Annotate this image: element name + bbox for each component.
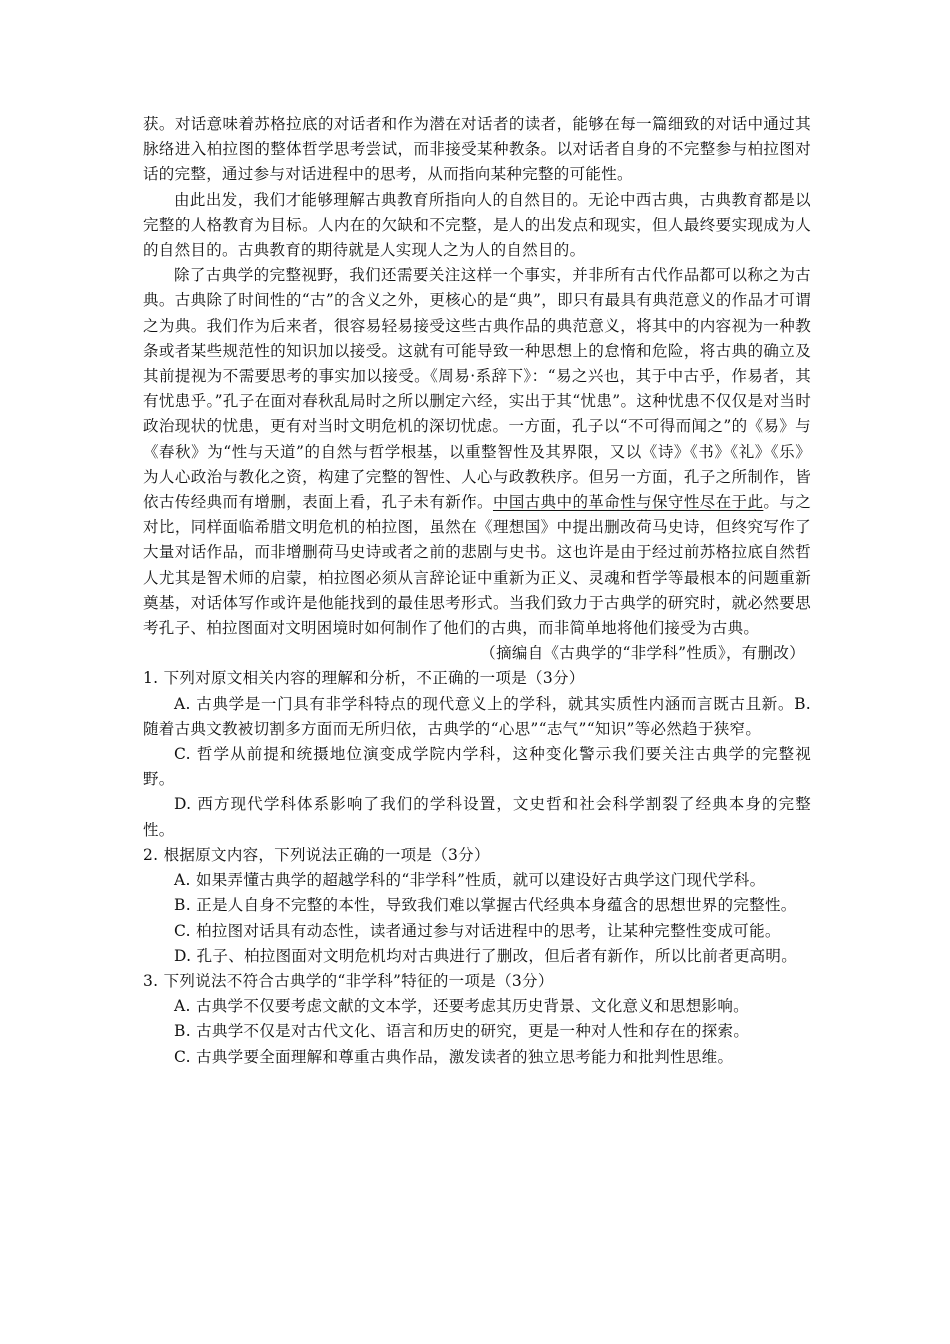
passage-paragraph-2: 由此出发，我们才能够理解古典教育所指向人的自然目的。无论中西古典，古典教育都是以完整的人格教育为目标。人内在的欠缺和不完整，是人的出发点和现实，但人最终要实现成为人的自然目的。古典教育的期待就是人实现人之为人的自然目的。 [143,190,811,260]
underlined-sentence: 中国古典中的革命性与保守性尽在于此 [492,493,764,512]
passage-paragraph-3-text-after: 。与之对比，同样面临希腊文明危机的柏拉图，虽然在《理想国》中提出删改荷马史诗，但终究写作了大量对话作品，而非增删荷马史诗或者之前的悲剧与史书。这也许是由于经过前苏格拉底自然哲人尤其是智术师的启蒙，柏拉图必须从言辞论证中重新为正义、灵魂和哲学等最根本的问题重新奠基，对话体写作或许是他能找到的最佳思考形式。当我们致力于古典学的研究时，就必然要思考孔子、柏拉图面对文明困境时如何制作了他们的古典，而非简单地将他们接受为古典。 [143,493,811,638]
question-option: C. 古典学要全面理解和尊重古典作品，激发读者的独立思考能力和批判性思维。 [174,1047,734,1066]
question-option: C. 柏拉图对话具有动态性，读者通过参与对话进程中的思考，让某种完整性变成可能。 [174,921,781,940]
question-stem: 1. 下列对原文相关内容的理解和分析，不正确的一项是（3分） [143,669,585,688]
question-option: A. 如果弄懂古典学的超越学科的“非学科”性质，就可以建设好古典学这门现代学科。 [174,871,766,890]
question-3 [143,969,811,1070]
question-option: D. 西方现代学科体系影响了我们的学科设置，文史哲和社会科学割裂了经典本身的完整性。 [143,795,811,839]
question-stem: 2. 根据原文内容，下列说法正确的一项是（3分） [143,845,490,864]
passage-source: （摘编自《古典学的“非学科”性质》，有删改） [480,644,805,663]
exam-page [143,112,811,1070]
passage-paragraph-3 [143,263,811,641]
question-option: B. 正是人自身不完整的本性，导致我们难以掌握古代经典本身蕴含的思想世界的完整性。 [174,896,797,915]
question-option: D. 孔子、柏拉图面对文明危机均对古典进行了删改，但后者有新作，所以比前者更高明。 [174,946,798,965]
passage-paragraph-1: 获。对话意味着苏格拉底的对话者和作为潜在对话者的读者，能够在每一篇细致的对话中通过其脉络进入柏拉图的整体哲学思考尝试，而非接受某种教条。以对话者自身的不完整参与柏拉图对话的完整，通过参与对话进程中的思考，从而指向某种完整的可能性。 [143,115,811,184]
question-option: A. 古典学不仅要考虑文献的文本学，还要考虑其历史背景、文化意义和思想影响。 [174,997,749,1016]
question-option: A. 古典学是一门具有非学科特点的现代意义上的学科，就其实质性内涵而言既古且新。B. 随着古典文教被切割多方面而无所归依，古典学的“心思”“志气”“知识”等必然趋于狭窄。 [143,694,811,738]
question-2 [143,843,811,969]
passage-paragraph-3-text-before: 除了古典学的完整视野，我们还需要关注这样一个事实，并非所有古代作品都可以称之为古典。古典除了时间性的“古”的含义之外，更核心的是“典”，即只有最具有典范意义的作品才可谓之为典。我们作为后来者，很容易轻易接受这些古典作品的典范意义，将其中的内容视为一种教条或者某些规范性的知识加以接受。这就有可能导致一种思想上的怠惰和危险，将古典的确立及其前提视为不需要思考的事实加以接受。《周易·系辞下》：“易之兴也，其于中古乎，作易者，其有忧患乎。”孔子在面对春秋乱局时之所以删定六经，实出于其“忧患”。这种忧患不仅仅是对当时政治现状的忧患，更有对当时文明危机的深切忧虑。一方面，孔子以“不可得而闻之”的《易》与《春秋》为“性与天道”的自然与哲学根基，以重整智性及其界限，又以《诗》《书》《礼》《乐》为人心政治与教化之资，构建了完整的智性、人心与政教秩序。但另一方面，孔子之所制作，皆依古传经典而有增删，表面上看，孔子未有新作。 [143,266,811,512]
question-option: C. 哲学从前提和统摄地位演变成学院内学科，这种变化警示我们要关注古典学的完整视野。 [143,745,811,789]
question-option: B. 古典学不仅是对古代文化、语言和历史的研究，更是一种对人性和存在的探索。 [174,1022,750,1041]
question-stem: 3. 下列说法不符合古典学的“非学科”特征的一项是（3分） [143,971,554,990]
question-1 [143,666,811,842]
